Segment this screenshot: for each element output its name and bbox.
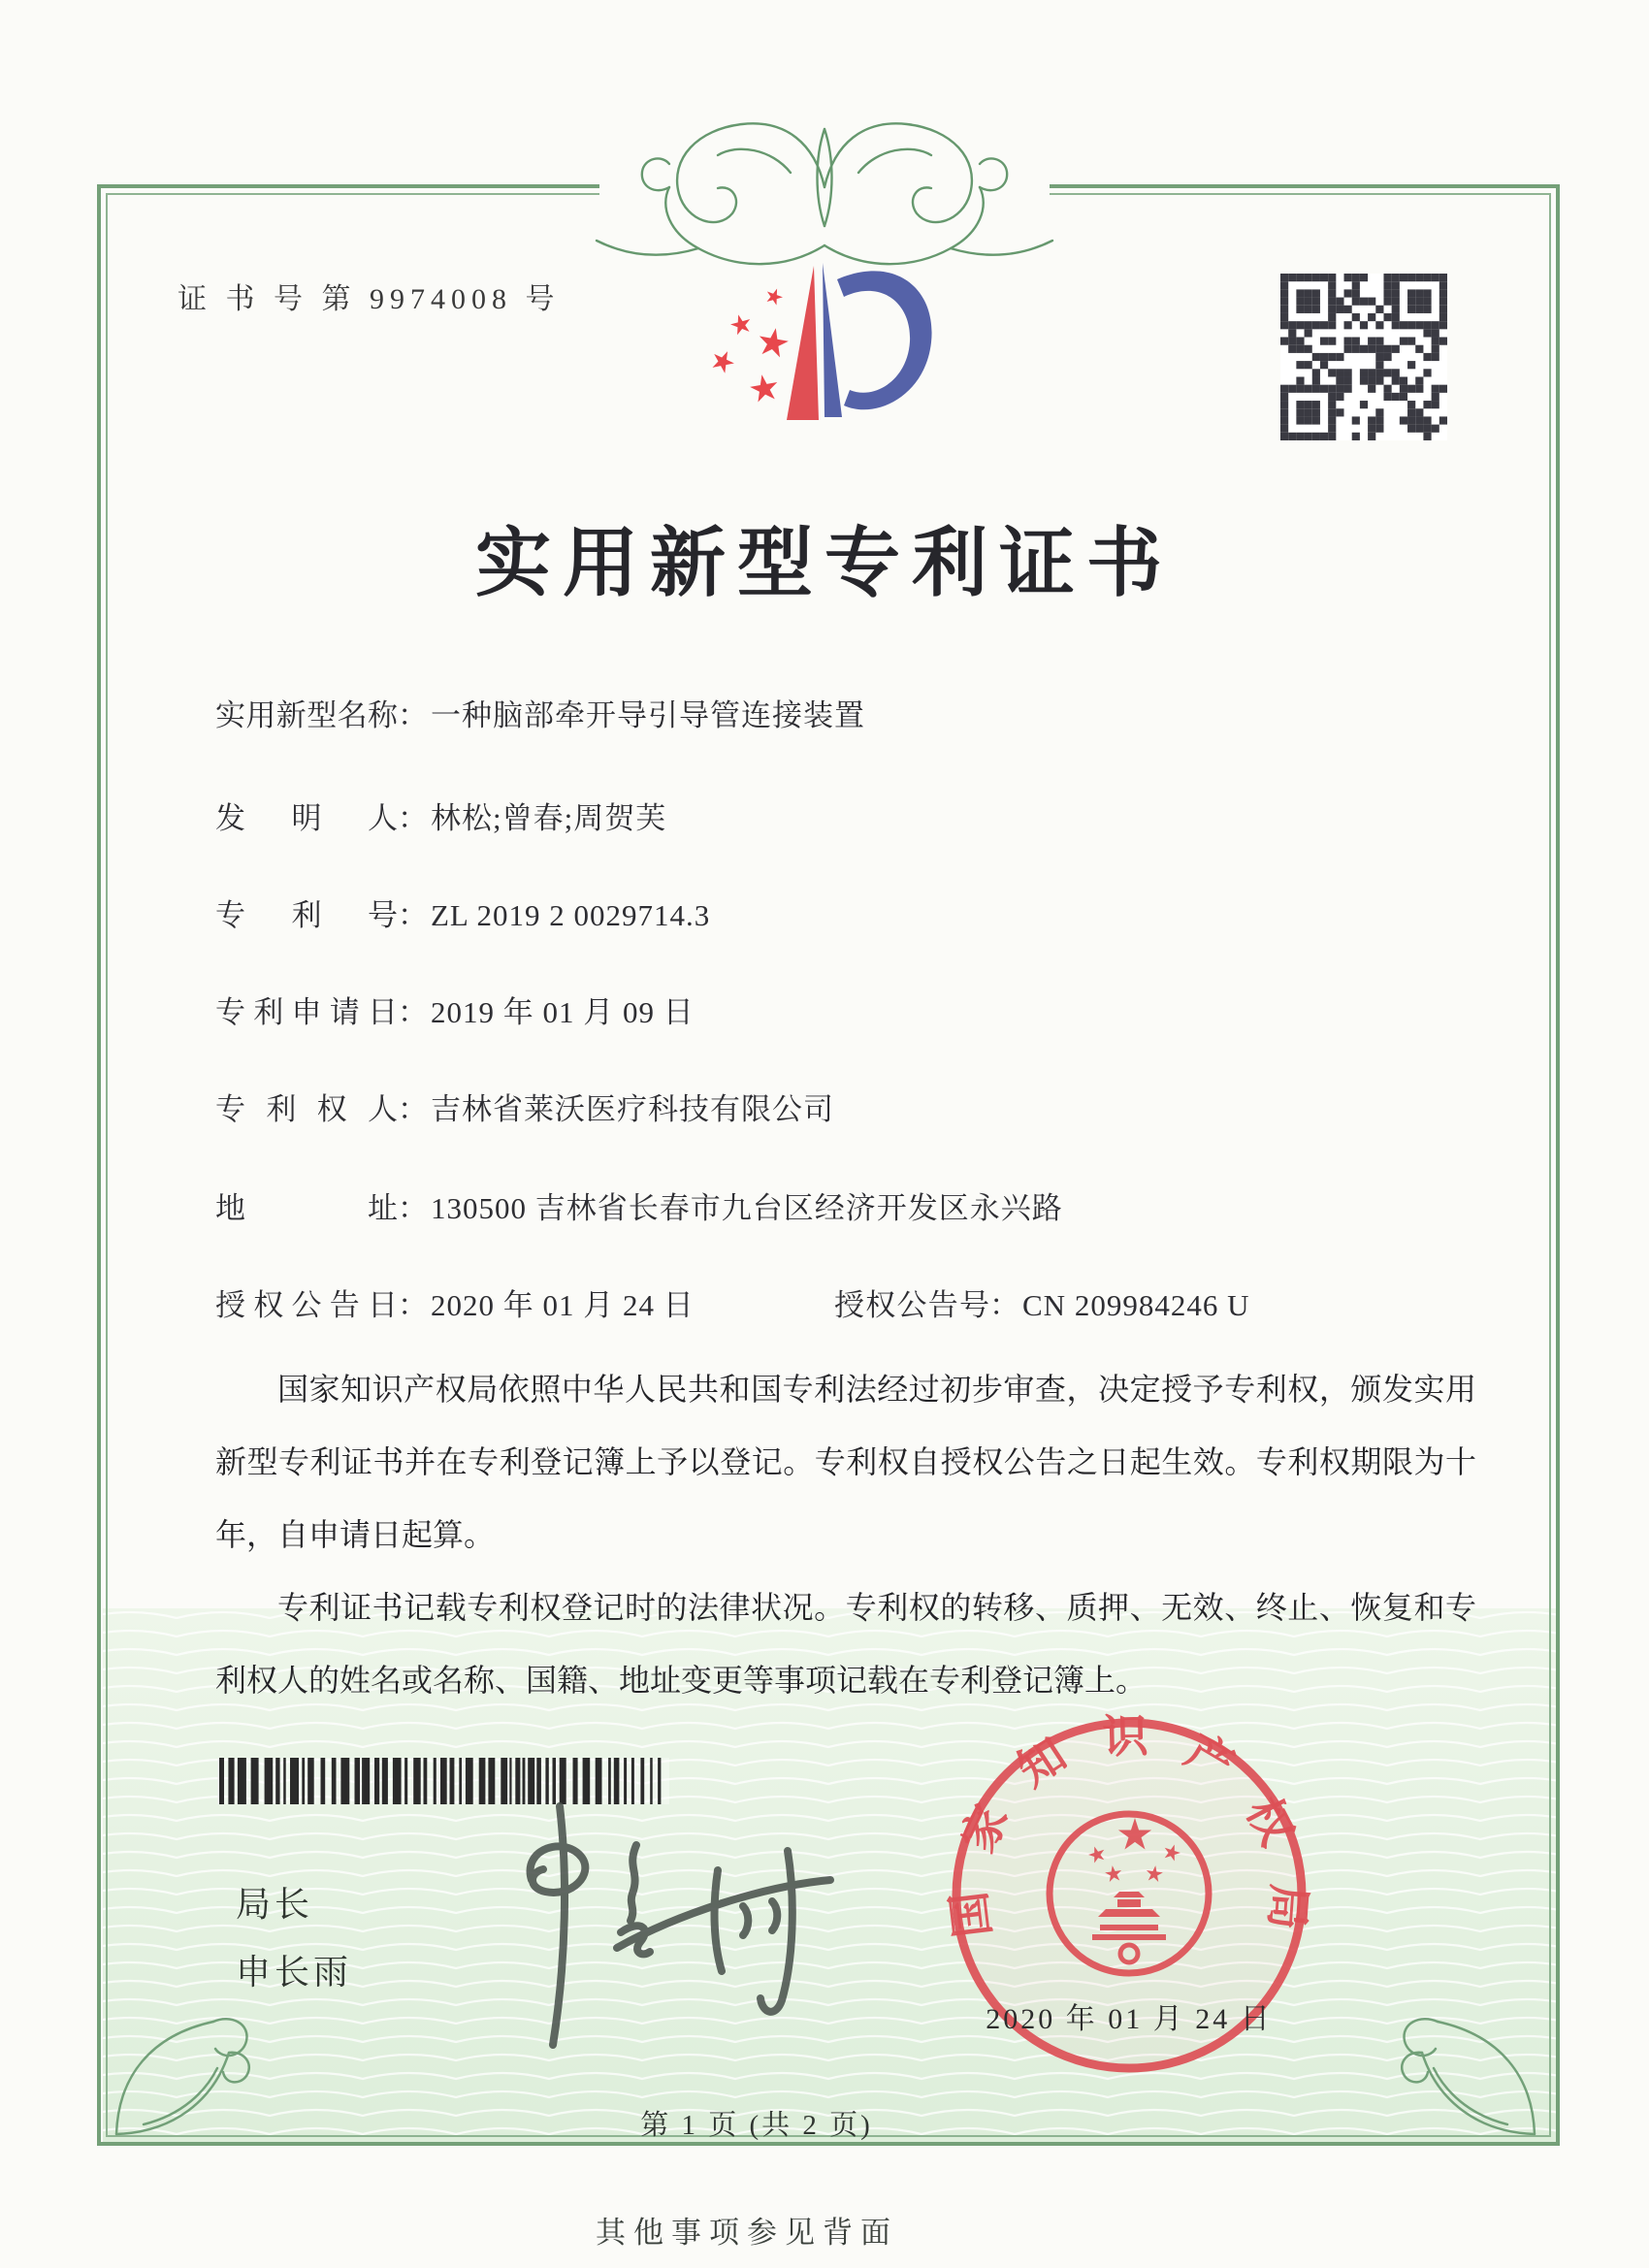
certificate-number: 证 书 号 第 9974008 号 [178,283,561,315]
legal-paragraph-2: 专利证书记载专利权登记时的法律状况。专利权的转移、质押、无效、终止、恢复和专利权人的姓名或名称、国籍、地址变更等事项记载在专利登记簿上。 [215,1590,1476,1698]
field-value: ZL 2019 2 0029714.3 [431,898,711,932]
field-label: 专利权人 [215,1092,398,1126]
certificate-title: 实用新型专利证书 [474,521,1174,605]
field-label: 授权公告号 [834,1288,989,1322]
field-label: 地址 [215,1191,398,1225]
field-colon: ： [398,1092,428,1126]
seal-ring-text: 国家知识产权局 [944,1711,1314,1940]
field-colon: ： [398,698,428,732]
field-grant-number-group [834,1280,1249,1324]
field-label: 实用新型名称 [215,698,398,732]
commissioner-signature [456,1785,863,2057]
field-value: 吉林省莱沃医疗科技有限公司 [431,1092,834,1126]
back-side-note: 其他事项参见背面 [596,2216,898,2250]
field-row-address [215,1183,1504,1227]
field-colon: ： [398,995,428,1029]
field-row-utility-model-name [215,691,1504,734]
field-colon: ： [989,1288,1019,1322]
field-label: 授权公告日 [215,1288,398,1322]
cnipa-logo-icon [677,250,968,488]
field-value: 一种脑部牵开导引导管连接装置 [431,698,865,732]
field-colon: ： [398,1288,428,1322]
field-row-inventors [215,794,1504,837]
field-value: CN 209984246 U [1022,1288,1250,1322]
field-value: 2020 年 01 月 24 日 [431,1288,695,1322]
field-value: 130500 吉林省长春市九台区经济开发区永兴路 [431,1191,1063,1225]
field-colon: ： [398,801,428,835]
field-label: 专利申请日 [215,995,398,1029]
legal-paragraph-1: 国家知识产权局依照中华人民共和国专利法经过初步审查，决定授予专利权，颁发实用新型专利证书并在专利登记簿上予以登记。专利权自授权公告之日起生效。专利权期限为十年，自申请日起算。 [215,1372,1476,1552]
field-label: 发明人 [215,801,398,835]
qr-code [1280,274,1447,440]
field-colon: ： [398,898,428,932]
commissioner-block [236,1870,352,2006]
field-colon: ： [398,1191,428,1225]
page-number: 第 1 页 (共 2 页) [640,2110,873,2141]
commissioner-title: 局长 [236,1885,314,1924]
field-row-patent-number [215,891,1504,934]
field-row-grant [215,1280,1504,1324]
field-label: 专利号 [215,898,398,932]
field-value: 2019 年 01 月 09 日 [431,995,695,1029]
seal-date: 2020 年 01 月 24 日 [986,2003,1273,2035]
field-row-patentee [215,1085,1504,1128]
field-row-filing-date [215,988,1504,1031]
legal-text-block [215,1353,1476,1717]
field-value: 林松;曾春;周贺芙 [431,801,667,835]
commissioner-name: 申长雨 [236,1953,353,1992]
